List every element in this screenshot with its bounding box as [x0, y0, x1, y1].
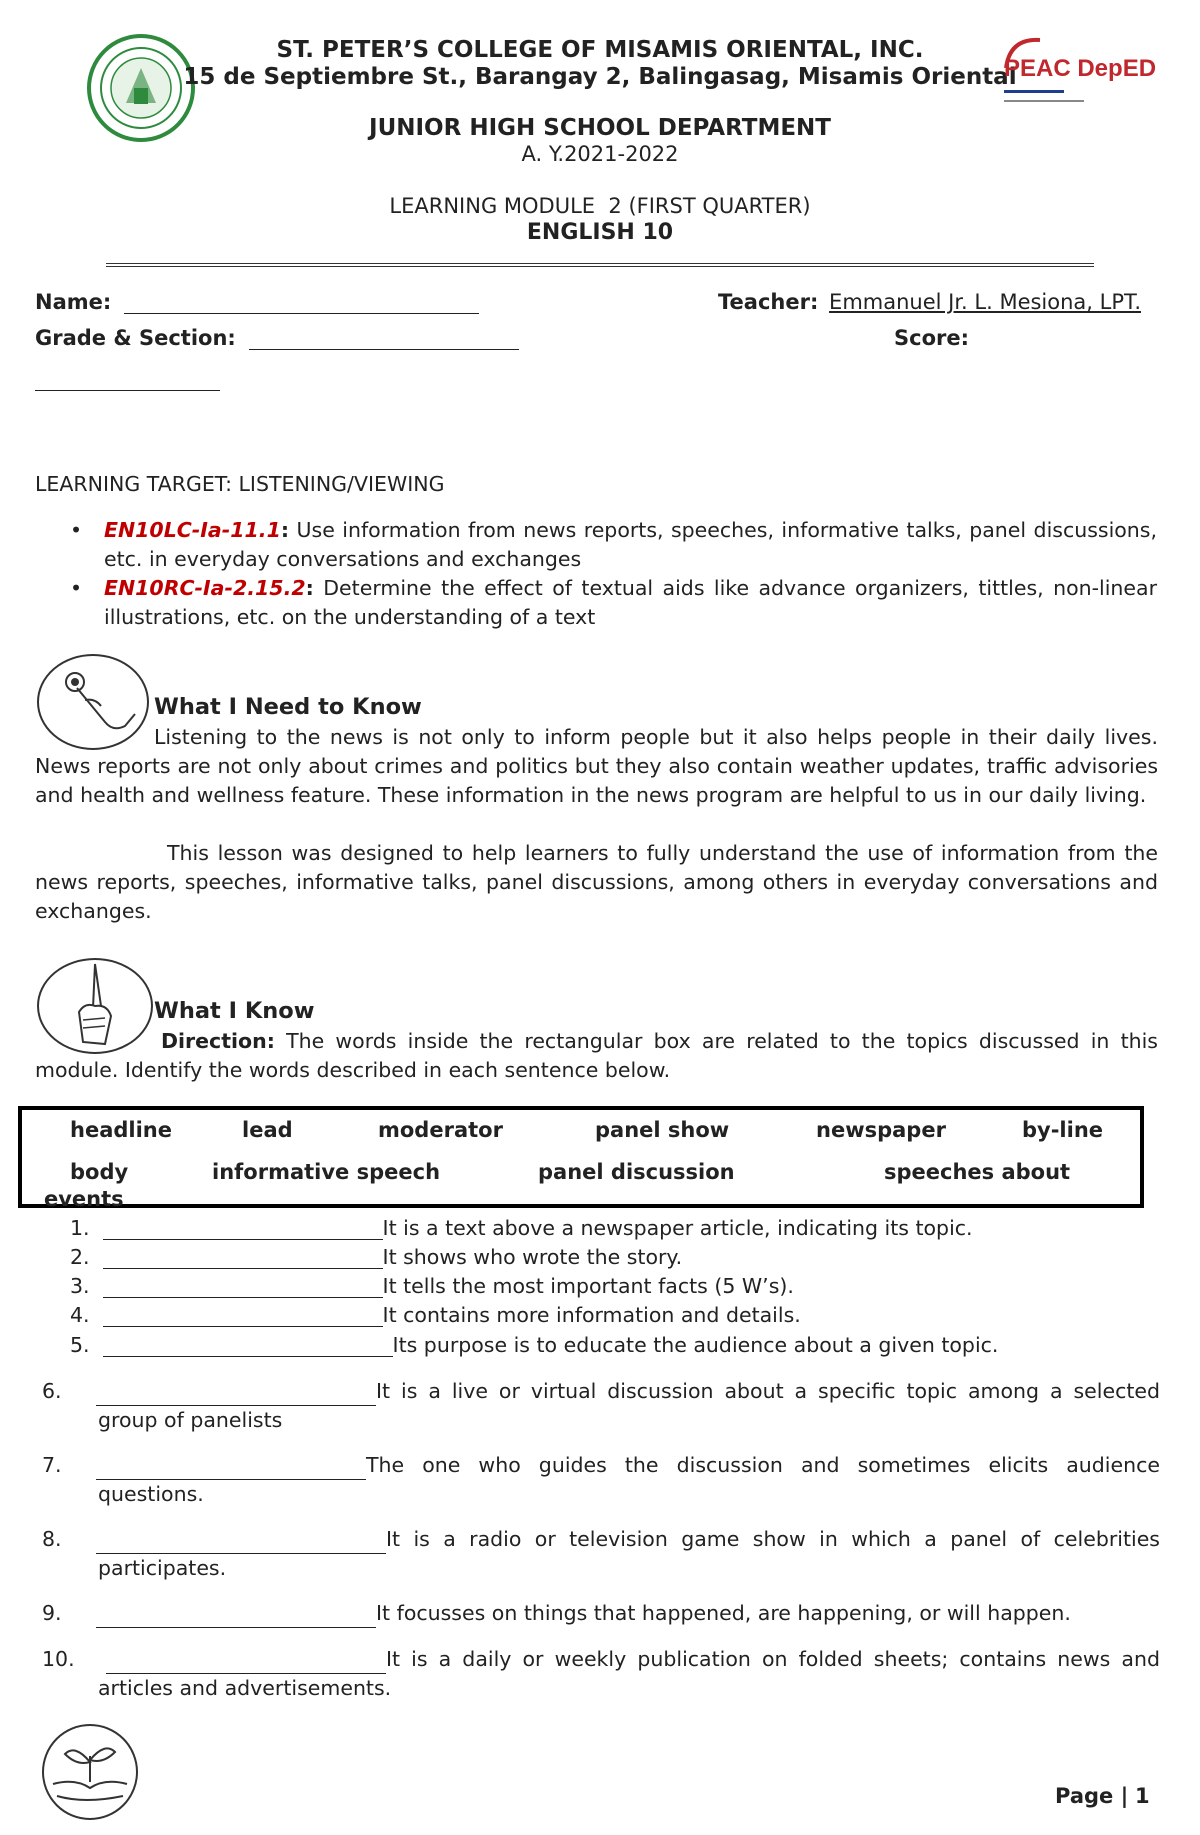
page-number-value: 1	[1134, 1784, 1150, 1808]
bullet-icon: •	[70, 518, 83, 542]
question-text: It shows who wrote the story.	[382, 1245, 683, 1269]
academic-year: A. Y.2021-2022	[521, 142, 679, 166]
word-option: informative speech	[212, 1160, 441, 1184]
target-text: Use information from news reports, speeches, informative talks, panel discussions, etc. in everyday conversations and exchanges	[104, 518, 1157, 571]
question-text: It tells the most important facts (5 W’s).	[382, 1274, 794, 1298]
answer-blank[interactable]	[96, 1607, 376, 1628]
answer-blank[interactable]	[96, 1533, 386, 1554]
question-item	[42, 1451, 1160, 1509]
question-item	[70, 1245, 1160, 1269]
question-number: 4.	[70, 1303, 90, 1327]
score-blank[interactable]	[35, 370, 220, 391]
question-item	[42, 1377, 1160, 1435]
question-item	[70, 1274, 1160, 1298]
subject-title: ENGLISH 10	[526, 220, 674, 245]
target-code: EN10LC-Ia-11.1	[104, 518, 281, 542]
grade-label: Grade & Section:	[35, 326, 236, 350]
answer-blank[interactable]	[96, 1459, 366, 1480]
name-blank[interactable]	[124, 293, 479, 314]
grade-blank[interactable]	[249, 329, 519, 350]
page-number	[1055, 1784, 1150, 1808]
target-item	[72, 574, 1157, 632]
question-item	[70, 1216, 1160, 1240]
answer-blank[interactable]	[103, 1306, 383, 1327]
word-option: headline	[70, 1118, 172, 1142]
need-to-know-title: What I Need to Know	[154, 694, 422, 720]
question-number: 8.	[42, 1527, 62, 1551]
page-label: Page |	[1055, 1784, 1129, 1808]
score-label: Score:	[894, 326, 969, 350]
question-text: It is a radio or television game show in which a panel of celebrities participates.	[98, 1527, 1160, 1580]
bullet-icon: •	[70, 576, 83, 600]
need-to-know-paragraph	[35, 839, 1158, 926]
department-title: JUNIOR HIGH SCHOOL DEPARTMENT	[369, 115, 831, 141]
target-sep: :	[305, 576, 314, 600]
answer-blank[interactable]	[106, 1653, 386, 1674]
answer-blank[interactable]	[103, 1219, 383, 1240]
question-number: 7.	[42, 1453, 62, 1477]
peac-deped-logo	[1000, 28, 1157, 118]
school-address: 15 de Septiembre St., Barangay 2, Balingasag, Misamis Oriental	[183, 64, 1017, 90]
direction-paragraph	[35, 1027, 1158, 1085]
question-number: 10.	[42, 1647, 75, 1671]
need-to-know-p1: Listening to the news is not only to inform people but it also helps people in their daily lives. News reports are not only about crimes and politics but they also contain weather updates, traffic advisories and health and wellness feature. These information in the news program are helpful to us in our daily living.	[35, 725, 1158, 807]
target-sep: :	[280, 518, 290, 542]
question-text: It is a text above a newspaper article, indicating its topic.	[382, 1216, 973, 1240]
word-option: panel show	[595, 1118, 730, 1142]
question-item	[42, 1599, 1160, 1628]
question-number: 3.	[70, 1274, 90, 1298]
target-code: EN10RC-Ia-2.15.2	[104, 576, 306, 600]
question-item	[70, 1333, 1160, 1357]
plant-hands-icon	[35, 1722, 145, 1822]
direction-label: Direction:	[161, 1029, 275, 1053]
word-option: body	[70, 1160, 129, 1184]
word-option: by-line	[1022, 1118, 1104, 1142]
question-item	[42, 1645, 1160, 1703]
question-number: 2.	[70, 1245, 90, 1269]
question-text: It is a live or virtual discussion about a specific topic among a selected group of panelists	[98, 1379, 1160, 1432]
answer-blank[interactable]	[103, 1277, 383, 1298]
word-option: moderator	[378, 1118, 503, 1142]
word-option: events	[44, 1187, 124, 1211]
name-row	[35, 290, 479, 314]
question-text: Its purpose is to educate the audience about a given topic.	[392, 1333, 999, 1357]
school-name: ST. PETER’S COLLEGE OF MISAMIS ORIENTAL, INC.	[276, 37, 924, 63]
grade-row	[35, 326, 519, 350]
question-text: It contains more information and details.	[382, 1303, 801, 1327]
learning-target-title: LEARNING TARGET: LISTENING/VIEWING	[35, 472, 445, 496]
question-number: 9.	[42, 1601, 62, 1625]
direction-text: The words inside the rectangular box are related to the topics discussed in this module. Identify the words described in each sentence below.	[35, 1029, 1158, 1082]
target-text: Determine the effect of textual aids like advance organizers, tittles, non-linear illustrations, etc. on the understanding of a text	[104, 576, 1157, 629]
question-item	[70, 1303, 1160, 1327]
word-option: speeches about	[884, 1160, 1071, 1184]
question-number: 1.	[70, 1216, 90, 1240]
name-label: Name:	[35, 290, 112, 314]
peac-deped-logo-text: PEAC DepED	[1004, 55, 1157, 82]
teacher-name: Emmanuel Jr. L. Mesiona, LPT.	[829, 290, 1142, 314]
header-divider	[106, 263, 1094, 267]
word-option: lead	[242, 1118, 293, 1142]
word-option: panel discussion	[538, 1160, 735, 1184]
question-number: 5.	[70, 1333, 90, 1357]
answer-blank[interactable]	[103, 1336, 393, 1357]
question-number: 6.	[42, 1379, 62, 1403]
teacher-label: Teacher:	[718, 290, 819, 314]
need-to-know-paragraph	[35, 723, 1158, 810]
module-title: LEARNING MODULE 2 (FIRST QUARTER)	[389, 194, 811, 218]
what-i-know-title: What I Know	[154, 998, 315, 1024]
answer-blank[interactable]	[96, 1385, 376, 1406]
question-item	[42, 1525, 1160, 1583]
teacher-row	[718, 290, 1141, 314]
target-item	[72, 516, 1157, 574]
question-text: It focusses on things that happened, are happening, or will happen.	[376, 1601, 1071, 1625]
question-text: The one who guides the discussion and sometimes elicits audience questions.	[98, 1453, 1160, 1506]
question-text: It is a daily or weekly publication on folded sheets; contains news and articles and advertisements.	[98, 1647, 1160, 1700]
word-option: newspaper	[816, 1118, 946, 1142]
need-to-know-p2: This lesson was designed to help learners to fully understand the use of information from the news reports, speeches, informative talks, panel discussions, among others in everyday conversations and exchanges.	[35, 841, 1158, 923]
answer-blank[interactable]	[103, 1248, 383, 1269]
word-box	[18, 1106, 1144, 1211]
